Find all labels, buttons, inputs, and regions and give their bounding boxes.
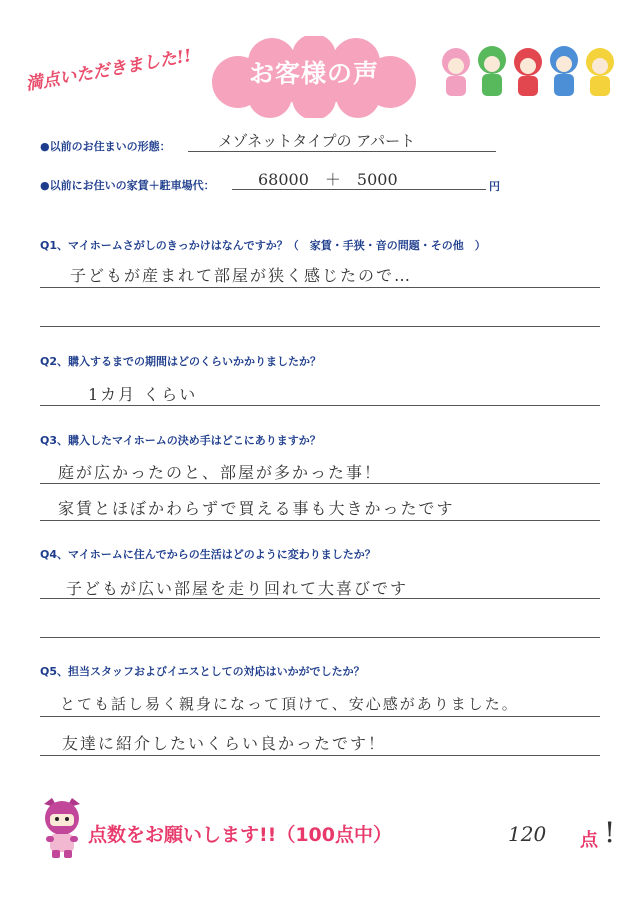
page-title: お客様の声 xyxy=(248,59,379,88)
answer-5-line-1: とても話し易く親身になって頂けて、安心感がありました。 xyxy=(60,695,519,713)
answer-line xyxy=(40,598,600,599)
question-4: Q4、マイホームに住んでからの生活はどのように変わりましたか？ xyxy=(40,548,376,561)
answer-3-line-2: 家賃とほぼかわらずで買える事も大きかったです xyxy=(58,499,455,518)
answer-2-line-1: 1カ月 くらい xyxy=(88,385,198,404)
answer-line xyxy=(40,755,600,756)
score-exclamation: ! xyxy=(604,816,616,849)
answer-5-line-2: 友達に紹介したいくらい良かったです！ xyxy=(62,734,387,753)
housing-underline xyxy=(188,151,496,152)
rent-unit: 円 xyxy=(489,180,500,193)
rent-value: 68000 ＋ 5000 xyxy=(258,170,398,189)
answer-line xyxy=(40,716,600,717)
housing-value: メゾネットタイプの アパート xyxy=(218,132,416,150)
pink-mascot-icon xyxy=(442,48,470,96)
rent-label: ●以前にお住いの家賃＋駐車場代： xyxy=(40,179,215,192)
yellow-mascot-icon xyxy=(586,48,614,96)
answer-line xyxy=(40,326,600,327)
score-value: 120 xyxy=(508,822,547,846)
housing-label: ●以前のお住まいの形態： xyxy=(40,140,171,153)
answer-4-line-1: 子どもが広い部屋を走り回れて大喜びです xyxy=(66,579,409,598)
answer-3-line-1: 庭が広かったのと、部屋が多かった事！ xyxy=(58,463,383,482)
ninja-mascot-icon xyxy=(38,796,86,860)
question-2: Q2、購入するまでの期間はどのくらいかかりましたか？ xyxy=(40,355,322,368)
rent-underline xyxy=(232,189,486,190)
answer-line xyxy=(40,637,600,638)
answer-1-line-1: 子どもが産まれて部屋が狭く感じたので… xyxy=(70,266,413,285)
question-5: Q5、担当スタッフおよびイエスとしての対応はいかがでしたか？ xyxy=(40,665,365,678)
answer-line xyxy=(40,405,600,406)
score-unit: 点 xyxy=(580,830,598,851)
red-mascot-icon xyxy=(514,48,542,96)
score-request-title: 点数をお願いします!!（100点中） xyxy=(88,824,392,846)
answer-line xyxy=(40,287,600,288)
answer-line xyxy=(40,483,600,484)
mascot-group xyxy=(430,40,630,102)
satisfaction-stamp: 満点いただきました!! xyxy=(24,45,194,95)
green-mascot-icon xyxy=(478,46,506,96)
blue-mascot-icon xyxy=(550,46,578,96)
question-1: Q1、マイホームさがしのきっかけはなんですか？（ 家賃・手狭・音の問題・その他 ） xyxy=(40,239,486,252)
question-3: Q3、購入したマイホームの決め手はどこにありますか？ xyxy=(40,434,321,447)
answer-line xyxy=(40,520,600,521)
